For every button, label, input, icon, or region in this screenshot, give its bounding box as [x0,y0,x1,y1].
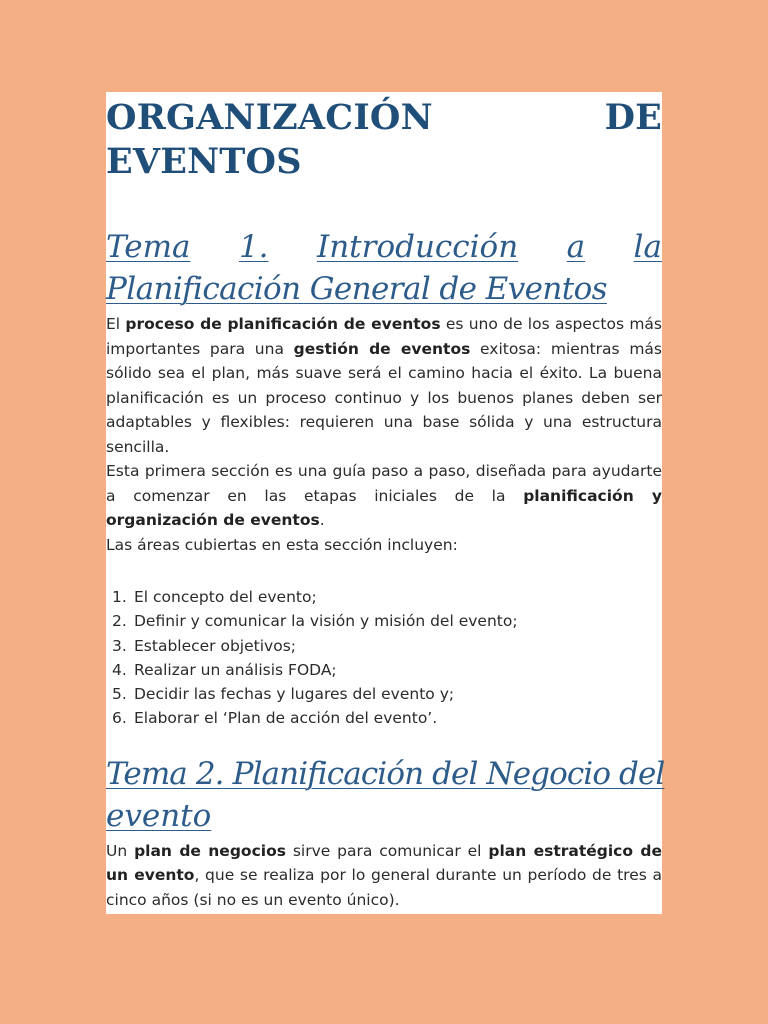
spacer [106,184,662,226]
paragraph-text: El [106,315,126,333]
list-text: El concepto del evento; [134,588,317,606]
tema1-word: la [633,229,662,265]
list-text: Realizar un análisis FODA; [134,660,337,679]
main-title-word-organizacion: ORGANIZACIÓN [106,97,433,138]
paragraph-3: Las áreas cubiertas en esta sección incluyen: [106,535,458,554]
paragraph-text: Esta primera sección es una guía paso a paso, diseñada para ayudarte a comenzar en las etapas iniciales de la [106,462,662,505]
tema1-heading [106,226,662,310]
list-number: 4. [112,660,127,679]
spacer [106,557,662,585]
tema1-word: Introducción [316,229,519,265]
list-number: 2. [112,612,127,631]
list-number: 1. [112,588,127,606]
main-title-line2: EVENTOS [106,141,302,182]
main-title-word-de: DE [604,97,662,138]
list-text: Definir y comunicar la visión y misión del evento; [134,612,518,631]
tema1-word: a [566,229,586,265]
tema1-word: Tema [106,229,191,265]
list-text: Establecer objetivos; [134,636,296,655]
list-number: 6. [112,709,127,728]
main-title [106,92,662,184]
tema1-word: 1. [238,229,269,265]
tema2-heading [106,753,665,837]
list-item [106,634,662,658]
paragraph-bold: planificación y organización de eventos [106,486,662,529]
list-text: Decidir las fechas y lugares del evento y; [134,685,455,704]
paragraph-text: . [319,511,325,529]
paragraph-text: es uno de los aspectos más importantes para una [106,315,663,358]
tema2-row1: Tema 2. Planificación del Negocio del [106,755,665,792]
main-title-line1 [106,96,662,140]
paragraph-2 [106,459,662,533]
list-item [106,609,662,633]
paragraph-text: , que se realiza por lo general durante un período de tres a cinco años (si no es un evento único). [106,866,662,909]
document-page [106,92,665,914]
list-item [106,682,662,706]
paragraph-text: Un [106,841,135,860]
tema1-row1 [106,226,662,268]
paragraph-4 [106,839,662,913]
spacer [106,731,662,753]
paragraph-text: sirve para comunicar el [285,841,489,860]
document-content [106,92,665,912]
tema1-row2: Planificación General de Eventos [106,271,607,307]
list-number: 3. [112,636,127,655]
list-item [106,658,662,682]
areas-list [106,585,662,731]
tema2-row2: evento [106,797,212,834]
paragraph-bold: gestión de eventos [293,339,471,358]
paragraph-1 [106,312,662,459]
paragraph-bold: proceso de planificación de eventos [125,315,441,333]
paragraph-bold: plan estratégico de un evento [106,841,662,885]
list-text: Elaborar el ‘Plan de acción del evento’. [134,709,438,728]
list-number: 5. [112,685,127,704]
list-item [106,706,662,730]
paragraph-text: exitosa: mientras más sólido sea el plan, más suave será el camino hacia el éxito. La buena planificación es un proceso continuo y los buenos planes deben ser adaptables y flexibles: requieren una base sólida y una estructura sencilla. [106,339,663,456]
list-item [106,585,662,609]
paragraph-bold: plan de negocios [134,841,286,860]
